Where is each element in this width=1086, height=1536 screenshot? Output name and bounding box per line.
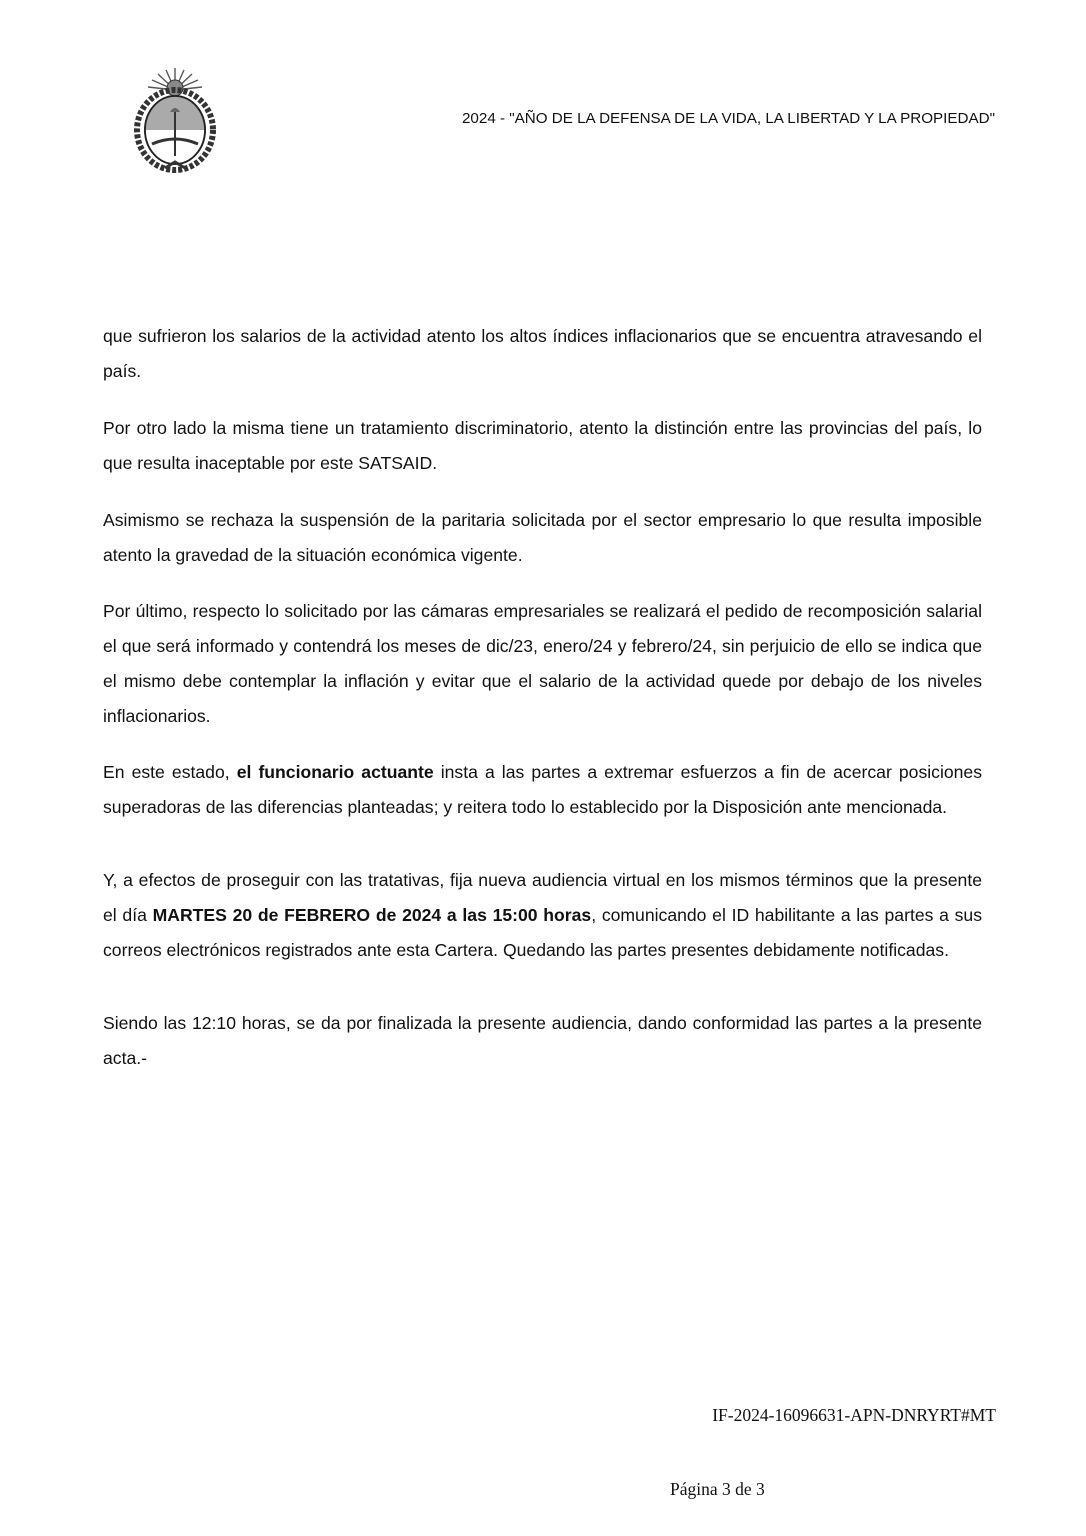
paragraph-closing: Siendo las 12:10 horas, se da por finalizada la presente audiencia, dando conformidad las partes a la presente acta.-	[103, 1013, 982, 1068]
coat-of-arms-seal	[130, 64, 220, 176]
paragraph-suspension-rejected: Asimismo se rechaza la suspensión de la paritaria solicitada por el sector empresario lo que resulta imposible atento la gravedad de la situación económica vigente.	[103, 510, 982, 565]
paragraph-official-urges	[103, 755, 982, 825]
paragraph-new-hearing	[103, 863, 982, 968]
paragraph-salaries: que sufrieron los salarios de la actividad atento los altos índices inflacionarios que se encuentra atravesando el país.	[103, 326, 982, 381]
bold-official: el funcionario actuante	[236, 762, 434, 782]
argentina-seal-icon	[130, 64, 220, 176]
paragraph-discriminatory-treatment: Por otro lado la misma tiene un tratamiento discriminatorio, atento la distinción entre las provincias del país, lo que resulta inaceptable por este SATSAID.	[103, 418, 982, 473]
paragraph-text: Y, a efectos de proseguir con las tratativas, fija nueva audiencia virtual en los mismos términos que la presente el día	[103, 870, 982, 925]
document-id: IF-2024-16096631-APN-DNRYRT#MT	[712, 1405, 996, 1425]
paragraph-salary-recomposition: Por último, respecto lo solicitado por las cámaras empresariales se realizará el pedido de recomposición salarial el que será informado y contendrá los meses de dic/23, enero/24 y febrero/24, sin perjuicio de ello se indica que el mismo debe contemplar la inflación y evitar que el salario de la actividad quede por debajo de los niveles inflacionarios.	[103, 601, 982, 726]
paragraph-text: , comunicando el ID habilitante a las partes a sus correos electrónicos registrados ante esta Cartera. Quedando las partes presentes debidamente notificadas.	[103, 905, 982, 960]
bold-hearing-date: MARTES 20 de FEBRERO de 2024 a las 15:00 horas	[152, 905, 592, 925]
paragraph-text: insta a las partes a extremar esfuerzos a fin de acercar posiciones superadoras de las diferencias planteadas; y reitera todo lo establecido por la Disposición ante mencionada.	[103, 762, 983, 817]
page-number: Página 3 de 3	[670, 1479, 765, 1499]
document-body	[103, 319, 982, 1076]
paragraph-text: En este estado,	[103, 762, 237, 782]
year-motto-header: 2024 - "AÑO DE LA DEFENSA DE LA VIDA, LA LIBERTAD Y LA PROPIEDAD"	[461, 110, 995, 127]
